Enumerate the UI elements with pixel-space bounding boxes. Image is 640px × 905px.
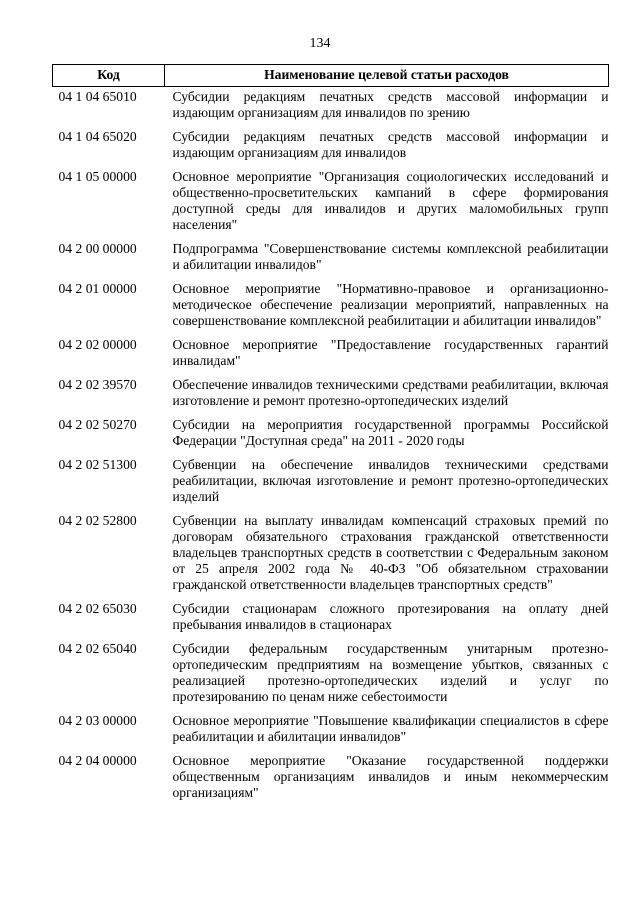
table-row — [53, 87, 609, 130]
row-name: Подпрограмма "Совершенствование системы комплексной реабилитации и абилитации инвалидов" — [172, 241, 609, 272]
row-name: Обеспечение инвалидов техническими средствами реабилитации, включая изготовление и ремонт протезно-ортопедических изделий — [172, 377, 609, 408]
row-code: 04 2 02 50270 — [58, 417, 137, 432]
code-column-header: Код — [53, 65, 165, 87]
row-code: 04 2 02 65030 — [58, 601, 137, 616]
row-name: Субсидии редакциям печатных средств массовой информации и издающим организациям для инвалидов — [172, 129, 609, 160]
name-column-header: Наименование целевой статьи расходов — [165, 65, 609, 87]
table-header — [53, 65, 609, 87]
table-row — [53, 337, 609, 377]
row-name: Основное мероприятие "Предоставление государственных гарантий инвалидам" — [172, 337, 609, 368]
table-row — [53, 169, 609, 241]
row-name: Основное мероприятие "Организация социологических исследований и общественно-просветительских кампаний в сфере формирования доступной среды для инвалидов и других маломобильных групп населения" — [172, 169, 609, 232]
table-row — [53, 377, 609, 417]
table-row — [53, 641, 609, 713]
row-code: 04 2 02 52800 — [58, 513, 137, 528]
row-name: Субсидии редакциям печатных средств массовой информации и издающим организациям для инвалидов по зрению — [172, 89, 609, 120]
row-code: 04 1 04 65020 — [58, 129, 137, 144]
row-name: Основное мероприятие "Повышение квалификации специалистов в сфере реабилитации и абилитации инвалидов" — [172, 713, 609, 744]
row-code: 04 2 03 00000 — [58, 713, 137, 728]
table-row — [53, 129, 609, 169]
table-row — [53, 241, 609, 281]
row-name: Субсидии на мероприятия государственной программы Российской Федерации "Доступная среда" на 2011 - 2020 годы — [172, 417, 609, 448]
row-code: 04 1 04 65010 — [58, 89, 137, 104]
row-code: 04 2 04 00000 — [58, 753, 137, 768]
row-code: 04 1 05 00000 — [58, 169, 137, 184]
table-row — [53, 281, 609, 337]
row-name: Субвенции на выплату инвалидам компенсаций страховых премий по договорам обязательного страхования гражданской ответственности владельцев транспортных средств в соответствии с Федеральным законом от 25 апреля 2002 года № 40-ФЗ "Об обязательном страховании гражданской ответственности владельцев транспортных средств" — [172, 513, 609, 592]
row-code: 04 2 02 00000 — [58, 337, 137, 352]
row-name: Основное мероприятие "Нормативно-правовое и организационно-методическое обеспечение реализации мероприятий, направленных на совершенствование комплексной реабилитации и абилитации инвалидов" — [172, 281, 609, 328]
row-name: Субвенции на обеспечение инвалидов техническими средствами реабилитации, включая изготовление и ремонт протезно-ортопедических изделий — [172, 457, 609, 504]
row-code: 04 2 01 00000 — [58, 281, 137, 296]
budget-codes-table — [52, 64, 609, 809]
page-number: 134 — [309, 36, 331, 51]
row-code: 04 2 02 39570 — [58, 377, 137, 392]
row-code: 04 2 02 65040 — [58, 641, 137, 656]
row-code: 04 2 02 51300 — [58, 457, 137, 472]
table-row — [53, 713, 609, 753]
row-code: 04 2 00 00000 — [58, 241, 137, 256]
table-header-row — [53, 65, 609, 87]
row-name: Основное мероприятие "Оказание государственной поддержки общественным организациям инвалидов и иным некоммерческим организациям" — [172, 753, 609, 800]
table-row — [53, 457, 609, 513]
row-name: Субсидии федеральным государственным унитарным протезно-ортопедическим предприятиям на возмещение убытков, связанных с реализацией протезно-ортопедических изделий и услуг по протезированию по ценам ниже себестоимости — [172, 641, 609, 704]
row-name: Субсидии стационарам сложного протезирования на оплату дней пребывания инвалидов в стационарах — [172, 601, 609, 632]
table-row — [53, 513, 609, 601]
table-row — [53, 753, 609, 809]
table-row — [53, 601, 609, 641]
table-row — [53, 417, 609, 457]
table-body — [53, 87, 609, 810]
